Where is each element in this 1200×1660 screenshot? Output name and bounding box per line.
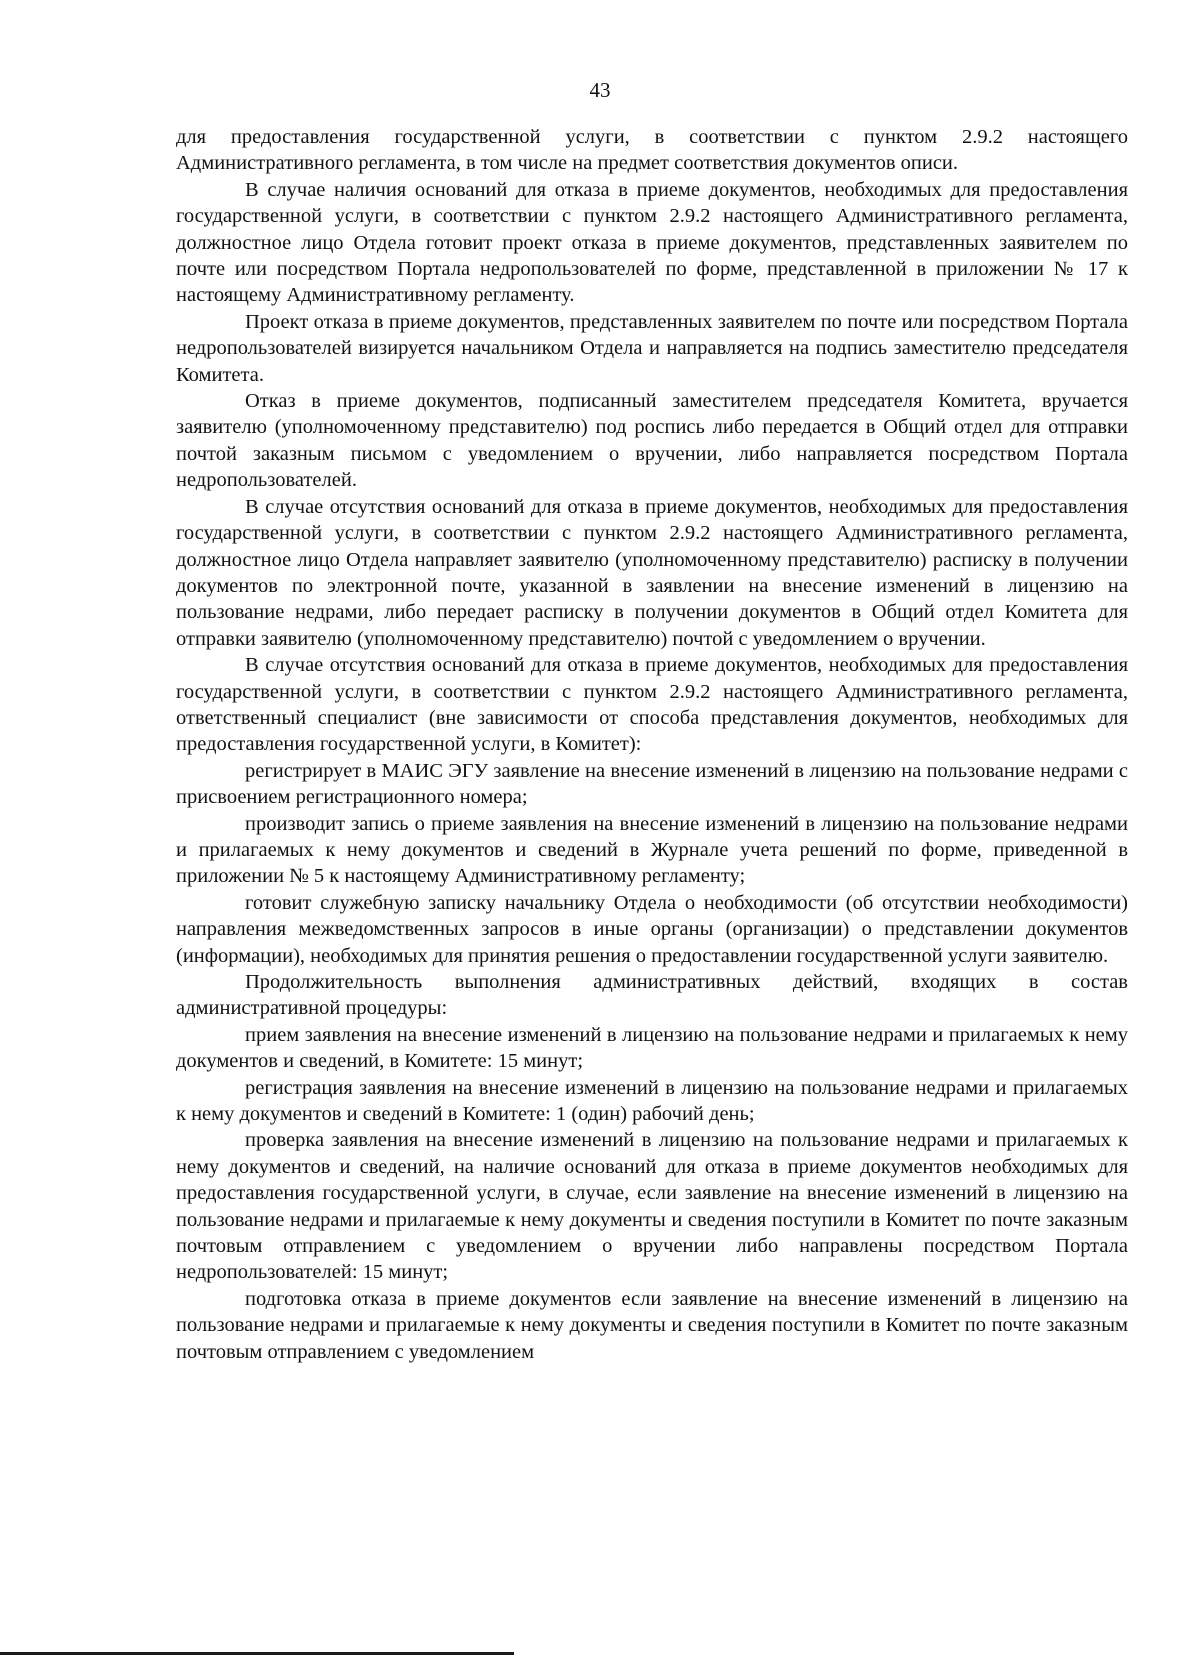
paragraph-3: Проект отказа в приеме документов, представленных заявителем по почте или посредством Портала недропользователей визируется начальником Отдела и направляется на подпись заместителю председателя Комитета. <box>176 310 1128 386</box>
body-text <box>176 124 1128 1365</box>
paragraph-10: Продолжительность выполнения административных действий, входящих в состав административной процедуры: <box>176 971 1128 1020</box>
paragraph-14: подготовка отказа в приеме документов если заявление на внесение изменений в лицензию на пользование недрами и прилагаемые к нему документы и сведения поступили в Комитет по почте заказным почтовым отправлением с уведомлением <box>176 1287 1128 1363</box>
paragraph-6: В случае отсутствия оснований для отказа в приеме документов, необходимых для предоставления государственной услуги, в соответствии с пунктом 2.9.2 настоящего Административного регламента, ответственный специалист (вне зависимости от способа представления документов, необходимых для предоставления государственной услуги, в Комитет): <box>176 654 1128 756</box>
paragraph-4: Отказ в приеме документов, подписанный заместителем председателя Комитета, вручается заявителю (уполномоченному представителю) под роспись либо передается в Общий отдел для отправки почтой заказным письмом с уведомлением о вручении, либо направляется посредством Портала недропользователей. <box>176 390 1128 492</box>
paragraph-2: В случае наличия оснований для отказа в приеме документов, необходимых для предоставления государственной услуги, в соответствии с пунктом 2.9.2 настоящего Административного регламента, должностное лицо Отдела готовит проект отказа в приеме документов, представленных заявителем по почте или посредством Портала недропользователей по форме, представленной в приложении № 17 к настоящему Административному регламенту. <box>176 178 1128 307</box>
paragraph-1: для предоставления государственной услуги, в соответствии с пунктом 2.9.2 настоящего Административного регламента, в том числе на предмет соответствия документов описи. <box>176 126 1128 175</box>
page-number: 43 <box>589 78 611 102</box>
paragraph-12: регистрация заявления на внесение изменений в лицензию на пользование недрами и прилагаемых к нему документов и сведений в Комитете: 1 (один) рабочий день; <box>176 1076 1128 1126</box>
scan-edge-line <box>0 1652 514 1655</box>
paragraph-8: производит запись о приеме заявления на внесение изменений в лицензию на пользование недрами и прилагаемых к нему документов и сведений в Журнале учета решений по форме, приведенной в приложении № 5 к настоящему Административному регламенту; <box>176 812 1128 888</box>
paragraph-9: готовит служебную записку начальнику Отдела о необходимости (об отсутствии необходимости) направления межведомственных запросов в иные органы (организации) о представлении документов (информации), необходимых для принятия решения о предоставлении государственной услуги заявителю. <box>176 891 1128 967</box>
paragraph-11: прием заявления на внесение изменений в лицензию на пользование недрами и прилагаемых к нему документов и сведений, в Комитете: 15 минут; <box>176 1023 1128 1073</box>
paragraph-7: регистрирует в МАИС ЭГУ заявление на внесение изменений в лицензию на пользование недрами с присвоением регистрационного номера; <box>176 759 1128 809</box>
paragraph-13: проверка заявления на внесение изменений в лицензию на пользование недрами и прилагаемых к нему документов и сведений, на наличие оснований для отказа в приеме документов необходимых для предоставления государственной услуги, в случае, если заявление на внесение изменений в лицензию на пользование недрами и прилагаемые к нему документы и сведения поступили в Комитет по почте заказным почтовым отправлением с уведомлением о вручении либо направлены посредством Портала недропользователей: 15 минут; <box>176 1129 1128 1284</box>
paragraph-5: В случае отсутствия оснований для отказа в приеме документов, необходимых для предоставления государственной услуги, в соответствии с пунктом 2.9.2 настоящего Административного регламента, должностное лицо Отдела направляет заявителю (уполномоченному представителю) расписку в получении документов по электронной почте, указанной в заявлении на внесение изменений в лицензию на пользование недрами, либо передает расписку в получении документов в Общий отдел Комитета для отправки заявителю (уполномоченному представителю) почтой с уведомлением о вручении. <box>176 495 1128 650</box>
